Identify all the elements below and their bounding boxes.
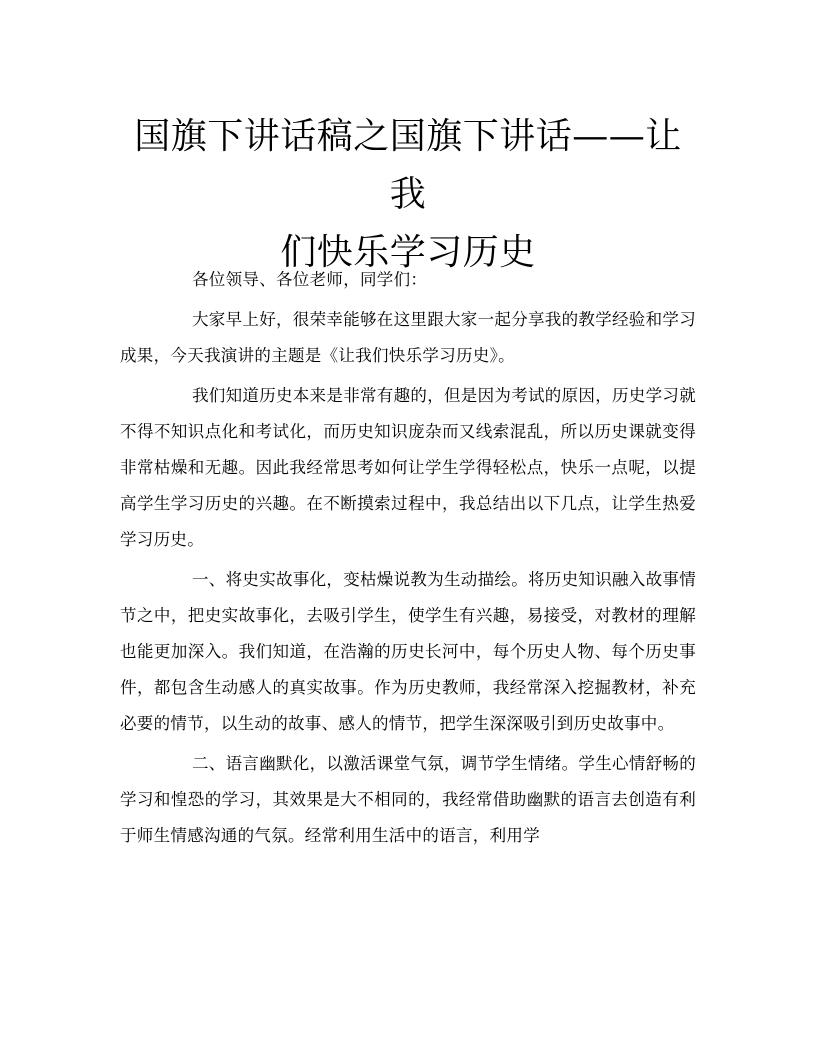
- title-line-1: 国旗下讲话稿之国旗下讲话——让我: [134, 116, 682, 215]
- body-paragraph: 大家早上好，很荣幸能够在这里跟大家一起分享我的教学经验和学习成果，今天我演讲的主题是《让我们快乐学习历史》。: [120, 310, 696, 365]
- document-title: [120, 108, 696, 282]
- body-paragraph: 一、将史实故事化，变枯燥说教为生动描绘。将历史知识融入故事情节之中，把史实故事化，去吸引学生，使学生有兴趣，易接受，对教材的理解也能更加深入。我们知道，在浩瀚的历史长河中，每个历史人物、每个历史事件，都包含生动感人的真实故事。作为历史教师，我经常深入挖掘教材，补充必要的情节，以生动的故事、感人的情节，把学生深深吸引到历史故事中。: [120, 570, 696, 733]
- title-line-2: 们快乐学习历史: [280, 232, 536, 273]
- body-paragraph: 二、语言幽默化，以激活课堂气氛，调节学生情绪。学生心情舒畅的学习和惶恐的学习，其效果是大不相同的，我经常借助幽默的语言去创造有利于师生情感沟通的气氛。经常利用生活中的语言，利用学: [120, 754, 696, 845]
- salutation-paragraph: 各位领导、各位老师，同学们：: [192, 270, 428, 289]
- document-body: [120, 262, 696, 858]
- body-paragraph: 我们知道历史本来是非常有趣的，但是因为考试的原因，历史学习就不得不知识点化和考试化，而历史知识庞杂而又线索混乱，所以历史课就变得非常枯燥和无趣。因此我经常思考如何让学生学得轻松点，快乐一点呢，以提高学生学习历史的兴趣。在不断摸索过程中，我总结出以下几点，让学生热爱学习历史。: [120, 386, 696, 549]
